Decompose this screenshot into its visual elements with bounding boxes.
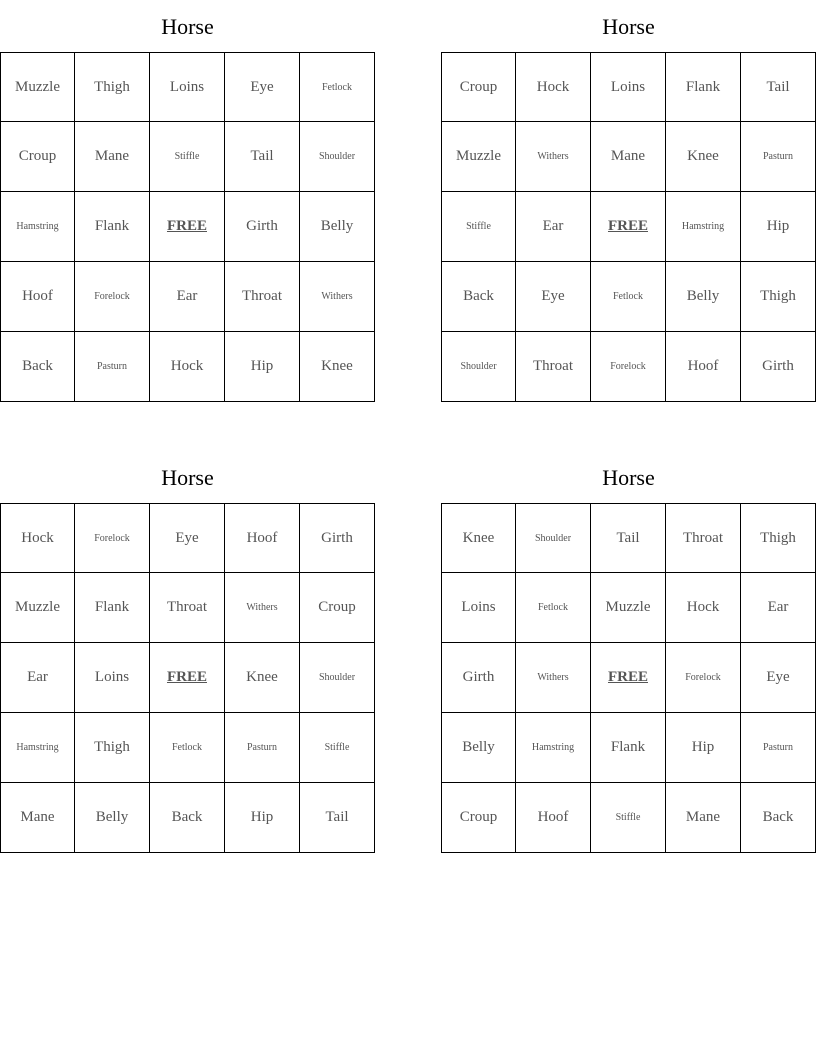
bingo-cell: Knee bbox=[225, 643, 300, 713]
bingo-cell: Hamstring bbox=[0, 192, 75, 262]
bingo-cell: Withers bbox=[516, 122, 591, 192]
bingo-cell: Back bbox=[441, 262, 516, 332]
bingo-cell: Tail bbox=[300, 783, 375, 853]
bingo-cell: Eye bbox=[516, 262, 591, 332]
free-space-cell: FREE bbox=[150, 192, 225, 262]
card-title: Horse bbox=[161, 465, 214, 490]
card-title: Horse bbox=[602, 14, 655, 39]
bingo-cell: Hip bbox=[741, 192, 816, 262]
bingo-cell: Throat bbox=[666, 503, 741, 573]
bingo-cell: Girth bbox=[741, 332, 816, 402]
bingo-cell: Hamstring bbox=[516, 713, 591, 783]
free-space-cell: FREE bbox=[150, 643, 225, 713]
bingo-cell: Hamstring bbox=[0, 713, 75, 783]
bingo-cell: Thigh bbox=[741, 262, 816, 332]
free-space-cell: FREE bbox=[591, 192, 666, 262]
bingo-cell: Forelock bbox=[75, 262, 150, 332]
bingo-cell: Withers bbox=[300, 262, 375, 332]
bingo-cell: Forelock bbox=[591, 332, 666, 402]
bingo-cell: Forelock bbox=[75, 503, 150, 573]
bingo-cell: Loins bbox=[75, 643, 150, 713]
bingo-cell: Knee bbox=[300, 332, 375, 402]
bingo-cell: Hock bbox=[150, 332, 225, 402]
bingo-cell: Thigh bbox=[75, 52, 150, 122]
bingo-cell: Mane bbox=[666, 783, 741, 853]
bingo-cell: Pasturn bbox=[75, 332, 150, 402]
bingo-cell: Muzzle bbox=[0, 52, 75, 122]
bingo-cell: Croup bbox=[441, 52, 516, 122]
bingo-cell: Pasturn bbox=[741, 713, 816, 783]
bingo-cell: Flank bbox=[666, 52, 741, 122]
card-title: Horse bbox=[161, 14, 214, 39]
bingo-cell: Knee bbox=[666, 122, 741, 192]
bingo-cell: Mane bbox=[75, 122, 150, 192]
bingo-cell: Stiffle bbox=[150, 122, 225, 192]
bingo-cell: Hock bbox=[516, 52, 591, 122]
bingo-cell: Muzzle bbox=[441, 122, 516, 192]
bingo-cell: Tail bbox=[591, 503, 666, 573]
bingo-cell: Shoulder bbox=[441, 332, 516, 402]
bingo-cell: Girth bbox=[300, 503, 375, 573]
bingo-cell: Withers bbox=[225, 573, 300, 643]
free-space-cell: FREE bbox=[591, 643, 666, 713]
bingo-cell: Pasturn bbox=[225, 713, 300, 783]
bingo-cell: Mane bbox=[0, 783, 75, 853]
bingo-cell: Belly bbox=[666, 262, 741, 332]
bingo-cell: Croup bbox=[441, 783, 516, 853]
bingo-cell: Tail bbox=[741, 52, 816, 122]
bingo-cell: Fetlock bbox=[516, 573, 591, 643]
bingo-cell: Shoulder bbox=[300, 122, 375, 192]
bingo-cell: Eye bbox=[225, 52, 300, 122]
bingo-cell: Hip bbox=[666, 713, 741, 783]
bingo-cell: Withers bbox=[516, 643, 591, 713]
bingo-cell: Hock bbox=[0, 503, 75, 573]
bingo-cell: Hock bbox=[666, 573, 741, 643]
bingo-cell: Loins bbox=[150, 52, 225, 122]
bingo-cell: Fetlock bbox=[300, 52, 375, 122]
bingo-grid bbox=[441, 503, 816, 854]
bingo-cell: Fetlock bbox=[150, 713, 225, 783]
bingo-cell: Hip bbox=[225, 332, 300, 402]
bingo-cell: Knee bbox=[441, 503, 516, 573]
bingo-cell: Throat bbox=[150, 573, 225, 643]
bingo-cell: Loins bbox=[591, 52, 666, 122]
bingo-cell: Back bbox=[741, 783, 816, 853]
bingo-cell: Girth bbox=[441, 643, 516, 713]
bingo-cell: Throat bbox=[516, 332, 591, 402]
bingo-cell: Ear bbox=[150, 262, 225, 332]
bingo-cell: Tail bbox=[225, 122, 300, 192]
bingo-cell: Throat bbox=[225, 262, 300, 332]
bingo-cell: Muzzle bbox=[591, 573, 666, 643]
bingo-cell: Shoulder bbox=[516, 503, 591, 573]
bingo-cell: Belly bbox=[300, 192, 375, 262]
bingo-cell: Flank bbox=[75, 192, 150, 262]
bingo-cell: Loins bbox=[441, 573, 516, 643]
bingo-cell: Back bbox=[0, 332, 75, 402]
bingo-cell: Hoof bbox=[516, 783, 591, 853]
bingo-cell: Croup bbox=[0, 122, 75, 192]
bingo-cell: Croup bbox=[300, 573, 375, 643]
bingo-cell: Belly bbox=[75, 783, 150, 853]
bingo-cell: Hamstring bbox=[666, 192, 741, 262]
bingo-cell: Eye bbox=[741, 643, 816, 713]
bingo-cell: Flank bbox=[75, 573, 150, 643]
bingo-cell: Ear bbox=[516, 192, 591, 262]
bingo-cell: Eye bbox=[150, 503, 225, 573]
bingo-cell: Pasturn bbox=[741, 122, 816, 192]
bingo-cell: Stiffle bbox=[300, 713, 375, 783]
bingo-cell: Hoof bbox=[225, 503, 300, 573]
bingo-cell: Flank bbox=[591, 713, 666, 783]
bingo-cell: Shoulder bbox=[300, 643, 375, 713]
bingo-grid bbox=[0, 52, 375, 403]
bingo-cell: Forelock bbox=[666, 643, 741, 713]
bingo-cell: Hoof bbox=[666, 332, 741, 402]
bingo-cell: Hip bbox=[225, 783, 300, 853]
bingo-cell: Mane bbox=[591, 122, 666, 192]
bingo-cell: Fetlock bbox=[591, 262, 666, 332]
bingo-cell: Belly bbox=[441, 713, 516, 783]
bingo-cell: Back bbox=[150, 783, 225, 853]
bingo-cell: Muzzle bbox=[0, 573, 75, 643]
bingo-cell: Thigh bbox=[741, 503, 816, 573]
bingo-grid bbox=[441, 52, 816, 403]
card-title: Horse bbox=[602, 465, 655, 490]
bingo-cell: Ear bbox=[0, 643, 75, 713]
bingo-cell: Girth bbox=[225, 192, 300, 262]
bingo-grid bbox=[0, 503, 375, 854]
bingo-cell: Stiffle bbox=[591, 783, 666, 853]
bingo-cell: Hoof bbox=[0, 262, 75, 332]
bingo-cell: Thigh bbox=[75, 713, 150, 783]
bingo-cell: Ear bbox=[741, 573, 816, 643]
bingo-cell: Stiffle bbox=[441, 192, 516, 262]
